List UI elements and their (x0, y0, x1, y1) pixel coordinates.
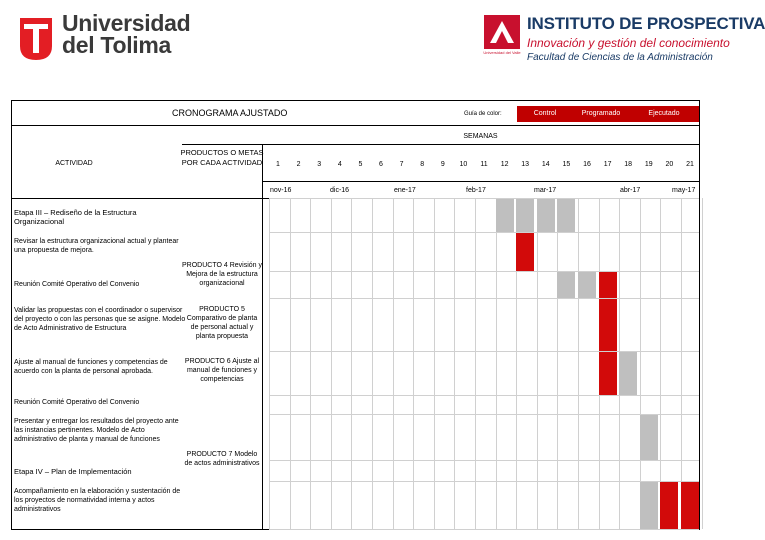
product-4: PRODUCTO 4 Revisión y Mejora de la estructura organizacional (182, 262, 263, 287)
scheduled-cell (640, 481, 658, 529)
grid-column-line (269, 198, 270, 529)
grid-column-line (537, 198, 538, 529)
activity-revisar-estructura: Revisar la estructura organizacional actual y plantear una propuesta de mejora. (14, 238, 179, 254)
schedule-title: CRONOGRAMA AJUSTADO (172, 108, 288, 118)
week-number: 12 (500, 161, 509, 168)
executed-cell (599, 271, 617, 298)
activity-reunion-comite-1: Reunión Comité Operativo del Convenio (14, 281, 140, 288)
universidad-del-tolima-logo-icon (18, 16, 54, 62)
grid-column-line (310, 198, 311, 529)
week-number: 21 (686, 161, 694, 168)
scheduled-cell (496, 198, 514, 232)
grid-row-line (269, 271, 699, 272)
grid-row-line (269, 232, 699, 233)
color-guide-label: Guía de color: (464, 111, 502, 117)
week-number: 17 (603, 161, 612, 168)
grid-row-line (269, 529, 699, 530)
scheduled-cell (516, 198, 534, 232)
scheduled-cell (640, 414, 658, 460)
week-number: 11 (480, 161, 488, 168)
week-number: 2 (296, 161, 301, 168)
grid-column-line (557, 198, 558, 529)
executed-cell (599, 298, 617, 351)
products-header: PRODUCTOS O METAS POR CADA ACTIVIDAD (180, 148, 264, 167)
week-number: 5 (358, 161, 363, 168)
week-number: 16 (583, 161, 591, 168)
month-label: may-17 (672, 187, 696, 194)
week-number: 8 (420, 161, 425, 168)
month-label: abr-17 (620, 187, 641, 194)
month-label: ene-17 (394, 187, 416, 194)
week-number: 18 (624, 161, 633, 168)
grid-column-line (290, 198, 291, 529)
institute-title: INSTITUTO DE PROSPECTIVA (527, 14, 765, 33)
week-number: 15 (562, 161, 571, 168)
legend-programado: Programado (573, 106, 629, 122)
grid-column-line (681, 198, 682, 529)
university-name: Universidad del Tolima (62, 10, 191, 58)
grid-column-line (702, 198, 703, 529)
executed-cell (516, 232, 534, 271)
grid-row-line (269, 395, 699, 396)
week-number: 1 (276, 161, 280, 168)
grid-row-line (269, 460, 699, 461)
grid-column-line (351, 198, 352, 529)
week-number: 6 (379, 161, 383, 168)
week-number: 13 (521, 161, 530, 168)
grid-row-line (269, 351, 699, 352)
week-number: 19 (644, 161, 653, 168)
schedule-table (11, 100, 700, 530)
activity-reunion-comite-2: Reunión Comité Operativo del Convenio (14, 399, 140, 406)
grid-column-line (331, 198, 332, 529)
activity-etapa-iii: Etapa III – Rediseño de la Estructura Organizacional (14, 208, 137, 226)
grid-row-line (269, 481, 699, 482)
activity-validar-propuestas: Validar las propuestas con el coordinador o supervisor del proyecto o con las personas que se asigne. Modelo de Acto Administrativo de Estructura (14, 307, 186, 332)
activity-presentar-resultados: Presentar y entregar los resultados del proyecto ante las instancias pertinentes. Modelo de Acto administrativo de planta y manual de funciones (14, 418, 179, 443)
grid-column-line (660, 198, 661, 529)
seal-caption: Universidad del Valle (483, 50, 521, 55)
week-number: 14 (541, 161, 550, 168)
scheduled-cell (578, 271, 596, 298)
scheduled-cell (557, 198, 575, 232)
scheduled-cell (537, 198, 555, 232)
grid-column-line (372, 198, 373, 529)
grid-row-line (269, 198, 699, 199)
week-number: 3 (317, 161, 322, 168)
product-5: PRODUCTO 5 Comparativo de planta de personal actual y planta propuesta (186, 306, 258, 340)
month-label: nov-16 (270, 187, 292, 194)
grid-row-line (269, 414, 699, 415)
grid-column-line (393, 198, 394, 529)
week-number: 20 (665, 161, 674, 168)
grid-column-line (413, 198, 414, 529)
week-number: 7 (399, 161, 404, 168)
scheduled-cell (557, 271, 575, 298)
legend-ejecutado: Ejecutado (629, 106, 699, 122)
activity-header: ACTIVIDAD (55, 160, 93, 167)
month-label: feb-17 (466, 187, 486, 194)
week-number: 4 (337, 161, 342, 168)
week-number: 10 (459, 161, 468, 168)
week-number: 9 (440, 161, 445, 168)
weeks-label: SEMANAS (463, 133, 498, 140)
grid-row-line (269, 298, 699, 299)
grid-column-line (640, 198, 641, 529)
grid-column-line (454, 198, 455, 529)
institute-faculty: Facultad de Ciencias de la Administración (527, 52, 713, 63)
executed-cell (660, 481, 678, 529)
activity-acompanamiento: Acompañamiento en la elaboración y sustentación de los proyectos de normatividad interna y actos administrativos (14, 488, 181, 513)
product-6: PRODUCTO 6 Ajuste al manual de funciones y competencias (184, 358, 260, 383)
executed-cell (599, 351, 617, 395)
legend-control: Control (517, 106, 573, 122)
grid-column-line (578, 198, 579, 529)
grid-column-line (496, 198, 497, 529)
month-label: dic-16 (330, 187, 350, 194)
product-7: PRODUCTO 7 Modelo de actos administrativos (184, 451, 260, 467)
grid-column-line (434, 198, 435, 529)
activity-ajuste-manual: Ajuste al manual de funciones y competencias de acuerdo con la planta de personal aprobada. (14, 359, 168, 375)
executed-cell (681, 481, 699, 529)
month-label: mar-17 (534, 187, 557, 194)
scheduled-cell (619, 351, 637, 395)
activity-etapa-iv: Etapa IV – Plan de Implementación (14, 467, 132, 476)
institute-tagline: Innovación y gestión del conocimiento (527, 36, 730, 50)
grid-column-line (475, 198, 476, 529)
